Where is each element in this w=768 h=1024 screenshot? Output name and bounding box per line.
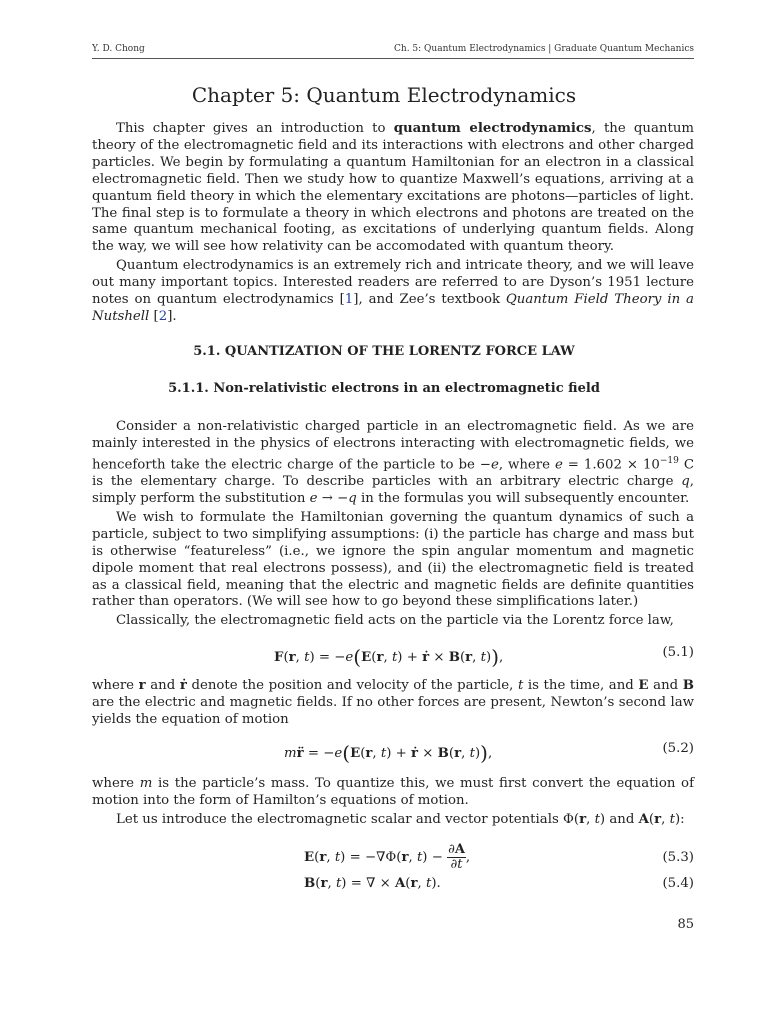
header-rule <box>92 58 694 59</box>
body-paragraph-2: We wish to formulate the Hamiltonian governing the quantum dynamics of such a particle, subject to two simplifying assumptions: (i) the particle has charge and mass but is otherwise “featureless” (i.e., we ignore the spin angular momentum and magnetic dipole moment that real electrons possess), and (ii) the electromagnetic field is treated as a classical field, meaning that the electric and magnetic fields are definite quantities rather than operators. (We will see how to go beyond these simplifications later.) <box>92 509 694 610</box>
equation-body: B(r, t) = ∇ × A(r, t). <box>304 876 441 891</box>
equation-5-1 <box>92 645 694 667</box>
page-number: 85 <box>677 917 694 932</box>
equation-number: (5.1) <box>662 645 694 660</box>
intro-text <box>92 121 694 326</box>
citation-link-1[interactable]: 1 <box>344 292 354 308</box>
running-header <box>92 44 694 54</box>
equation-5-2 <box>92 741 694 763</box>
section-heading: 5.1. QUANTIZATION OF THE LORENTZ FORCE LAW <box>193 344 575 359</box>
body-paragraph-3: Classically, the electromagnetic field acts on the particle via the Lorentz force law, <box>116 613 674 629</box>
equation-number: (5.2) <box>662 741 694 756</box>
body-text-2 <box>92 678 694 729</box>
intro-paragraph-1: This chapter gives an introduction to quantum electrodynamics, the quantum theory of the electromagnetic field and its interactions with electrons and other charged particles. We begin by formulating a quantum Hamiltonian for an electron in a classical electromagnetic field. Then we study how to quantize Maxwell’s equations, arriving at a quantum field theory in which the elementary excitations are photons—particles of light. The final step is to formulate a theory in which electrons and photons are treated on the same quantum mechanical footing, as excitations of underlying quantum fields. Along the way, we will see how relativity can be accomodated with quantum theory. <box>92 121 694 255</box>
chapter-title: Chapter 5: Quantum Electrodynamics <box>191 83 577 107</box>
equation-body: E(r, t) = −∇Φ(r, t) − $\frac{\partial A}{\partial t}$ , <box>304 842 471 872</box>
equation-number: (5.4) <box>662 876 694 891</box>
body-text-1 <box>92 419 694 630</box>
equation-body: mr̈ = −e(E(r, t) + ṙ × B(r, t)), <box>284 741 493 765</box>
body-paragraph-1: Consider a non-relativistic charged particle in an electromagnetic field. As we are mainly interested in the physics of electrons interacting with electromagnetic fields, we henceforth take the electric charge of the particle to be −e, where $e = 1.602 \times 10^{-19}$ C is the elementary charge. To describe particles with an arbitrary electric charge q, simply perform the substitution e → −q in the formulas you will subsequently encounter. <box>92 419 694 507</box>
body-paragraph-6: Let us introduce the electromagnetic scalar and vector potentials Φ(r, t) and A(r, t): <box>116 811 685 827</box>
equation-5-3 <box>92 843 694 873</box>
equation-body: F(r, t) = −e(E(r, t) + ṙ × B(r, t)), <box>274 645 504 669</box>
citation-link-2[interactable]: 2 <box>158 308 168 324</box>
body-paragraph-5: where m is the particle’s mass. To quantize this, we must first convert the equation of motion into the form of Hamilton’s equations of motion. <box>92 776 694 808</box>
body-paragraph-4: where r and ṙ denote the position and velocity of the particle, t is the time, and E and B are the electric and magnetic fields. If no other forces are present, Newton’s second law yields the equation of motion <box>92 678 694 727</box>
equation-number: (5.3) <box>662 850 694 865</box>
header-running-title: Ch. 5: Quantum Electrodynamics | Graduate Quantum Mechanics <box>394 44 694 54</box>
intro-paragraph-2: Quantum electrodynamics is an extremely rich and intricate theory, and we will leave out many important topics. Interested readers are referred to are Dyson’s 1951 lecture notes on quantum electrodynamics [1], and Zee’s textbook Quantum Field Theory in a Nutshell [2]. <box>92 258 694 324</box>
header-author: Y. D. Chong <box>92 44 145 54</box>
body-text-3 <box>92 776 694 829</box>
equation-5-4 <box>92 876 694 898</box>
subsection-heading: 5.1.1. Non-relativistic electrons in an electromagnetic field <box>168 381 600 396</box>
